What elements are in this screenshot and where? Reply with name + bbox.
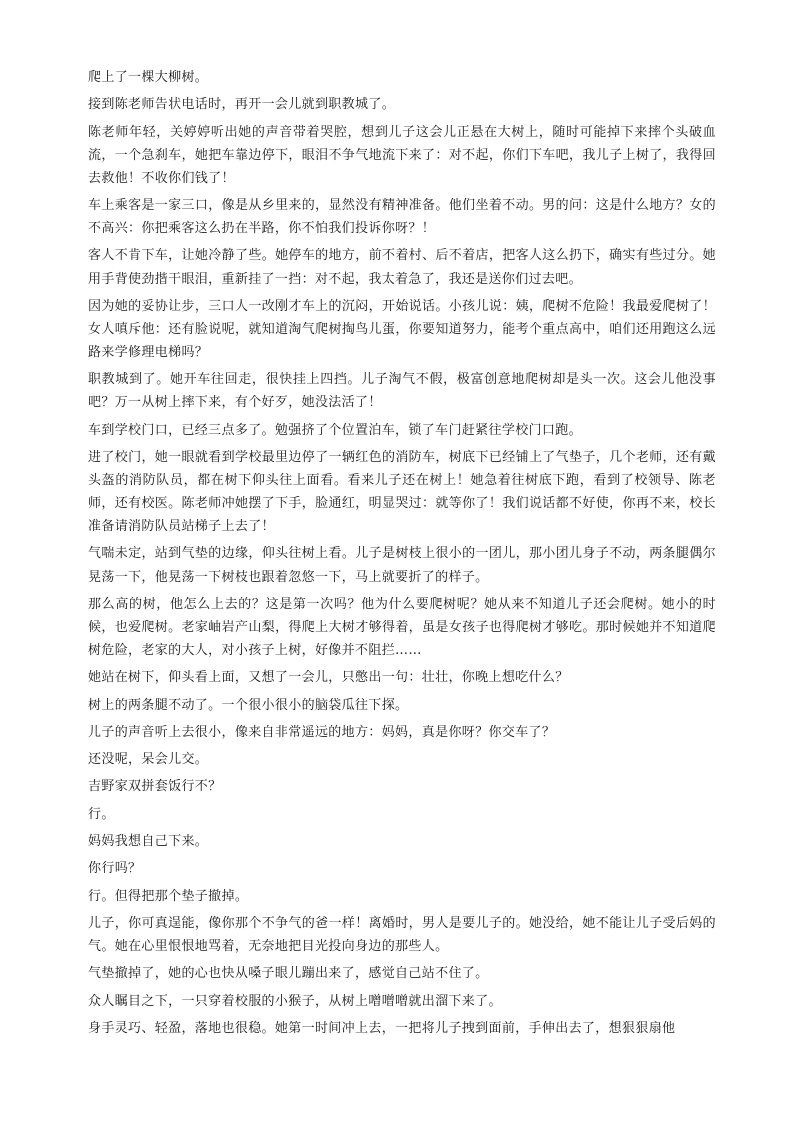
paragraph: 行。但得把那个垫子撤掉。: [88, 888, 249, 904]
paragraph: 众人瞩目之下，一只穿着校服的小猴子，从树上噌噌噌就出溜下来了。: [88, 993, 502, 1009]
paragraph: 职教城到了。她开车往回走，很快挂上四挡。儿子淘气不假，极富创意地爬树却是头一次。这会儿他没事吧？万一从树上摔下来，有个好歹，她没法活了！: [88, 372, 716, 411]
paragraph: 气喘未定，站到气垫的边缘，仰头往树上看。儿子是树枝上很小的一团儿，那小团儿身子不动，两条腿偶尔晃荡一下，他晃荡一下树枝也跟着忽悠一下，马上就要折了的样子。: [88, 546, 716, 585]
paragraph: 因为她的妥协让步，三口人一改刚才车上的沉闷，开始说话。小孩儿说：姨，爬树不危险！我最爱爬树了！女人嗔斥他：还有脸说呢，就知道淘气爬树掏鸟儿蛋，你要知道努力，能考个重点高中，咱们还用跑这么远路来学修理电梯吗？: [88, 298, 716, 360]
paragraph: 你行吗？: [88, 861, 142, 877]
paragraph: 客人不肯下车，让她冷静了些。她停车的地方，前不着村、后不着店，把客人这么扔下，确实有些过分。她用手背使劲揩干眼泪，重新挂了一挡：对不起，我太着急了，我还是送你们过去吧。: [88, 248, 716, 287]
paragraph: 接到陈老师告状电话时，再开一会儿就到职教城了。: [88, 97, 396, 113]
paragraph: 陈老师年轻，关婷婷听出她的声音带着哭腔，想到儿子这会儿正悬在大树上，随时可能掉下来摔个头破血流，一个急刹车，她把车靠边停下，眼泪不争气地流下来了：对不起，你们下车吧，我儿子上树了，我得回去救他！不收你们钱了！: [88, 124, 716, 186]
paragraph: 身手灵巧、轻盈，落地也很稳。她第一时间冲上去，一把将儿子拽到面前，手伸出去了，想狠狠扇他: [88, 1020, 676, 1036]
paragraph: 还没呢，呆会儿交。: [88, 752, 209, 768]
paragraph: 爬上了一棵大柳树。: [88, 70, 209, 85]
document-body: [88, 66, 716, 1044]
paragraph: 她站在树下，仰头看上面，又想了一会儿，只憋出一句：壮壮，你晚上想吃什么？: [88, 670, 569, 686]
paragraph: 车到学校门口，已经三点多了。勉强挤了个位置泊车，锁了车门赶紧往学校门口跑。: [88, 422, 582, 438]
paragraph: 气垫撤掉了，她的心也快从嗓子眼儿蹦出来了，感觉自己站不住了。: [88, 966, 489, 982]
paragraph: 行。: [88, 806, 115, 822]
paragraph: 那么高的树，他怎么上去的？这是第一次吗？他为什么要爬树呢？她从来不知道儿子还会爬树。她小的时候，也爱爬树。老家岫岩产山梨，得爬上大树才够得着，虽是女孩子也得爬树才够吃。那时候她并不知道爬树危险，老家的大人，对小孩子上树，好像并不阻拦……: [88, 596, 716, 659]
paragraph: 儿子的声音听上去很小，像来自非常遥远的地方：妈妈，真是你呀？你交车了？: [88, 724, 556, 740]
paragraph: 进了校门，她一眼就看到学校最里边停了一辆红色的消防车，树底下已经铺上了气垫子，几个老师，还有戴头盔的消防队员，都在树下仰头往上面看。看来儿子还在树上！她急着往树底下跑，看到了校领导、陈老师，还有校医。陈老师冲她摆了下手，脸通红，明显哭过：就等你了！我们说话都不好使，你再不来，校长准备请消防队员站梯子上去了！: [88, 449, 716, 535]
paragraph: 车上乘客是一家三口，像是从乡里来的，显然没有精神准备。他们坐着不动。男的问：这是什么地方？女的不高兴：你把乘客这么扔在半路，你不怕我们投诉你呀？！: [88, 198, 716, 237]
paragraph: 吉野家双拼套饭行不？: [88, 779, 222, 795]
paragraph: 树上的两条腿不动了。一个很小很小的脑袋瓜往下探。: [88, 697, 409, 713]
paragraph: 儿子，你可真逞能，像你那个不争气的爸一样！离婚时，男人是要儿子的。她没给，她不能让儿子受后妈的气。她在心里恨恨地骂着，无奈地把目光投向身边的那些人。: [88, 915, 716, 954]
paragraph: 妈妈我想自己下来。: [88, 834, 209, 849]
